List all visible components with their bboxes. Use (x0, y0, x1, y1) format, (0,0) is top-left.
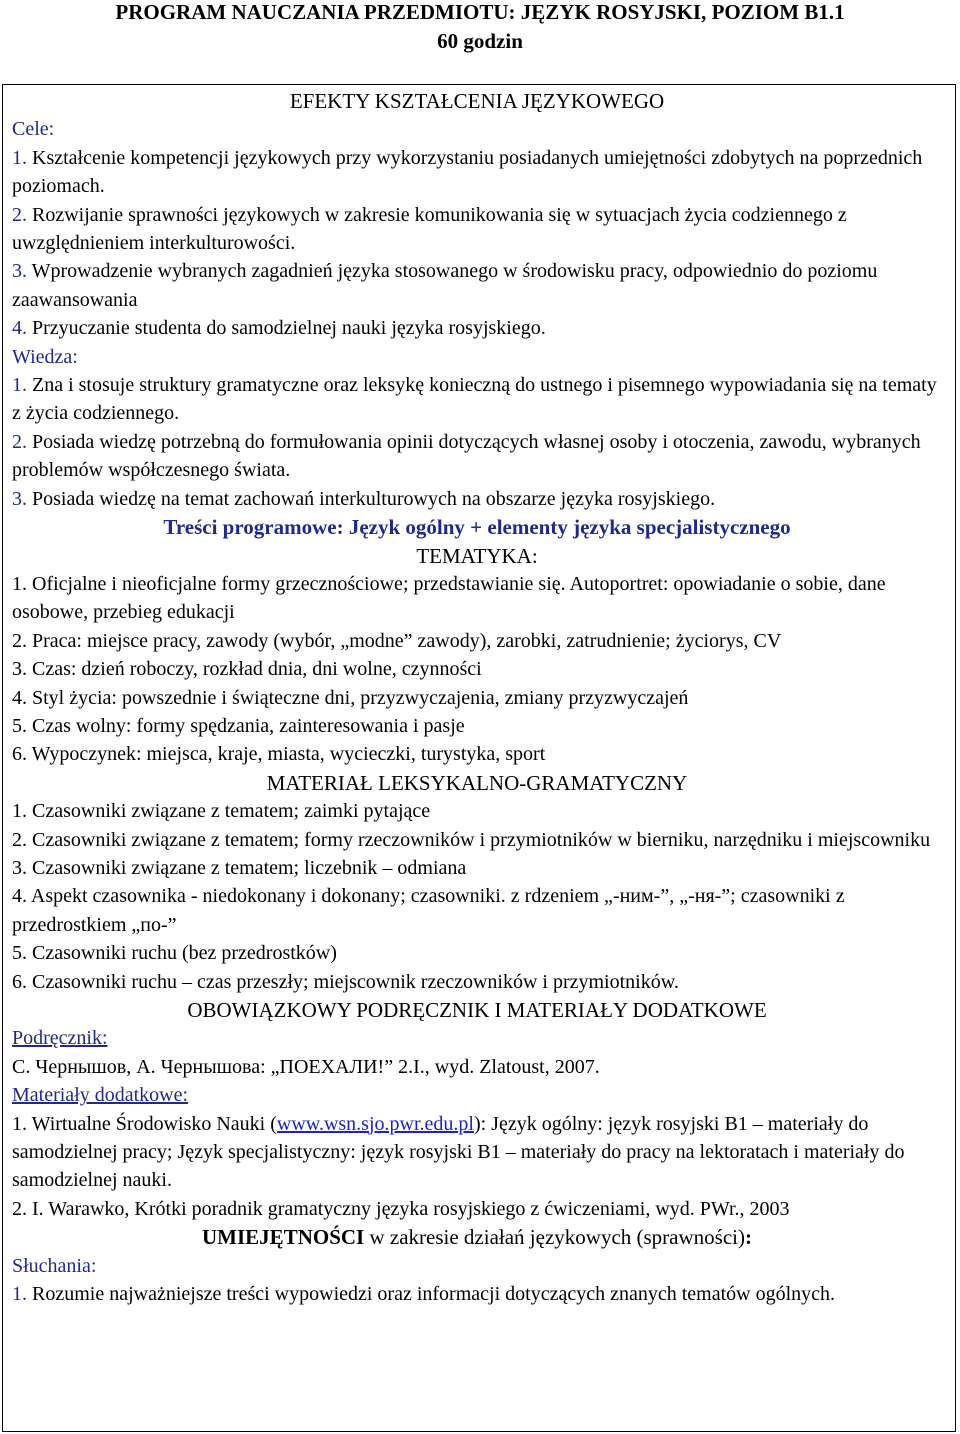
cele-item-number: 3. (12, 260, 27, 283)
cele-label: Cele: (12, 118, 55, 141)
podrecznik-label: Podręcznik: (12, 1027, 108, 1050)
wiedza-item-text: Posiada wiedzę na temat zachowań interkulturowych na obszarze języka rosyjskiego. (32, 487, 716, 510)
wiedza-item-number: 1. (12, 374, 27, 397)
dodatkowe-item-1 (12, 1110, 942, 1195)
dodatkowe-item-1-prefix: 1. Wirtualne Środowisko Nauki ( (12, 1112, 277, 1135)
cele-item-text: Rozwijanie sprawności językowych w zakresie komunikowania się w sytuacjach życia codziennego z uwzględnieniem interkulturowości. (12, 203, 847, 255)
tematyka-item: 3. Czas: dzień roboczy, rozkład dnia, dni wolne, czynności (12, 658, 482, 681)
efekty-heading: EFEKTY KSZTAŁCENIA JĘZYKOWEGO (289, 89, 665, 113)
wiedza-item (12, 428, 942, 485)
umiejetnosci-heading (12, 1223, 942, 1251)
sluchania-label: Słuchania: (12, 1254, 97, 1277)
material-item: 2. Czasowniki związane z tematem; formy rzeczowników i przymiotników w bierniku, narzędniku i miejscowniku (12, 828, 931, 851)
wiedza-label: Wiedza: (12, 345, 78, 368)
tematyka-item: 1. Oficjalne i nieoficjalne formy grzecznościowe; przedstawianie się. Autoportret: opowiadanie o sobie, dane osobowe, przebieg edukacji (12, 572, 886, 624)
wiedza-item (12, 371, 942, 428)
umiejetnosci-heading-rest: w zakresie działań językowych (sprawności) (364, 1225, 745, 1250)
tematyka-heading: TEMATYKA: (416, 543, 538, 568)
material-item: 1. Czasowniki związane z tematem; zaimki pytające (12, 800, 431, 823)
sluchania-item-1-num: 1. (12, 1283, 27, 1306)
material-list (12, 797, 942, 996)
tematyka-item: 4. Styl życia: powszednie i świąteczne dni, przyzwyczajenia, zmiany przyzwyczajeń (12, 686, 689, 709)
tematyka-item: 2. Praca: miejsce pracy, zawody (wybór, „modne” zawody), zarobki, zatrudnienie; życiorys, CV (12, 629, 782, 652)
wiedza-item-number: 3. (12, 487, 27, 510)
cele-item-text: Wprowadzenie wybranych zagadnień języka stosowanego w środowisku pracy, odpowiednio do poziomu zaawansowania (12, 260, 878, 311)
cele-item (12, 201, 942, 258)
wiedza-item (12, 485, 942, 513)
cele-item (12, 257, 942, 314)
wiedza-list (12, 371, 942, 513)
cele-item-text: Kształcenie kompetencji językowych przy wykorzystaniu posiadanych umiejętności zdobytych na poprzednich poziomach. (12, 146, 923, 198)
cele-item-number: 4. (12, 317, 27, 340)
tematyka-item: 5. Czas wolny: formy spędzania, zainteresowania i pasje (12, 714, 465, 737)
document-hours: 60 godzin (437, 29, 523, 53)
document-title: PROGRAM NAUCZANIA PRZEDMIOTU: JĘZYK ROSYJSKI, POZIOM B1.1 (115, 0, 845, 24)
material-item: 6. Czasowniki ruchu – czas przeszły; miejscownik rzeczowników i przymiotników. (12, 970, 679, 993)
material-item: 4. Aspekt czasownika - niedokonany i dokonany; czasowniki. z rdzeniem „-ним-”, „-ня-”; czasowniki z przedrostkiem „по-” (12, 885, 845, 936)
dodatkowe-item-2: 2. I. Warawko, Krótki poradnik gramatyczny języka rosyjskiego z ćwiczeniami, wyd. PWr., 2003 (12, 1197, 790, 1220)
dodatkowe-label: Materiały dodatkowe: (12, 1084, 189, 1107)
sluchania-item-1-text: Rozumie najważniejsze treści wypowiedzi oraz informacji dotyczących znanych tematów ogólnych. (32, 1283, 836, 1306)
umiejetnosci-heading-bold: UMIEJĘTNOŚCI (202, 1225, 365, 1250)
document-header (0, 0, 960, 56)
tematyka-item: 6. Wypoczynek: miejsca, kraje, miasta, wycieczki, turystyka, sport (12, 743, 546, 766)
cele-item-number: 2. (12, 203, 27, 226)
cele-list (12, 144, 942, 343)
wiedza-item-number: 2. (12, 430, 27, 453)
dodatkowe-item-1-suffix: ): Język ogólny: język rosyjski B1 – materiały do samodzielnej pracy; Język specjalistyczny: język rosyjski B1 – materiały do pracy na lektoratach i materiały do samodzielnej nauki. (12, 1112, 905, 1192)
tresci-heading: Treści programowe: Język ogólny + elementy języka specjalistycznego (163, 515, 791, 540)
umiejetnosci-heading-colon: : (744, 1225, 752, 1250)
podrecznik-text: С. Чернышов, А. Чернышова: „ПОЕХАЛИ!” 2.I., wyd. Zlatoust, 2007. (12, 1055, 600, 1078)
material-item: 3. Czasowniki związane z tematem; liczebnik – odmiana (12, 856, 467, 879)
content-body (12, 87, 942, 1308)
wiedza-item-text: Zna i stosuje struktury gramatyczne oraz leksykę konieczną do ustnego i pisemnego wypowiadania się na tematy z życia codziennego. (12, 374, 937, 425)
material-heading: MATERIAŁ LEKSYKALNO-GRAMATYCZNY (266, 770, 688, 795)
podrecznik-heading: OBOWIĄZKOWY PODRĘCZNIK I MATERIAŁY DODATKOWE (187, 998, 767, 1022)
cele-item (12, 314, 942, 342)
sluchania-item-1 (12, 1280, 942, 1308)
material-item: 5. Czasowniki ruchu (bez przedrostków) (12, 942, 337, 965)
tematyka-list (12, 570, 942, 769)
cele-item-number: 1. (12, 146, 27, 169)
cele-item (12, 144, 942, 201)
wsn-link[interactable]: www.wsn.sjo.pwr.edu.pl (276, 1112, 474, 1135)
wiedza-item-text: Posiada wiedzę potrzebną do formułowania opinii dotyczących własnej osoby i otoczenia, zawodu, wybranych problemów współczesnego świata. (12, 430, 921, 482)
cele-item-text: Przyuczanie studenta do samodzielnej nauki języka rosyjskiego. (32, 317, 546, 340)
